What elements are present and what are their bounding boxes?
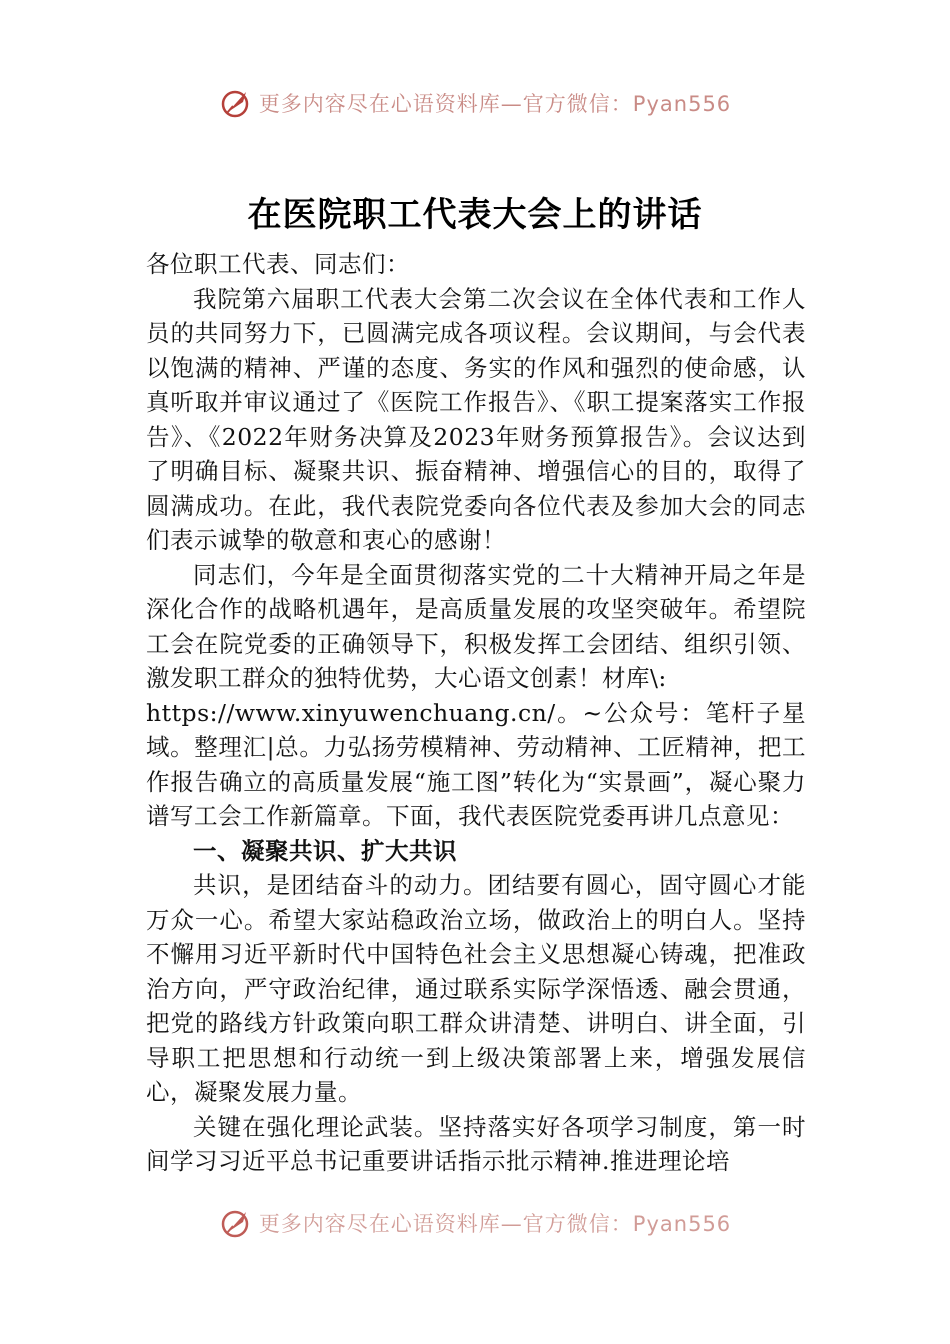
quill-logo-icon — [219, 86, 253, 120]
watermark-header — [0, 86, 950, 120]
section-paragraph-1: 共识，是团结奋斗的动力。团结要有圆心，固守圆心才能万众一心。希望大家站稳政治立场，做政治上的明白人。坚持不懈用习近平新时代中国特色社会主义思想凝心铸魂，把准政治方向，严守政治纪律，通过联系实际学深悟透、融会贯通，把党的路线方针政策向职工群众讲清楚、讲明白、讲全面，引导职工把思想和行动统一到上级决策部署上来，增强发展信心，凝聚发展力量。 — [146, 871, 806, 1106]
greeting: 各位职工代表、同志们： — [146, 250, 410, 278]
watermark-text: 更多内容尽在心语资料库—官方微信：Pyan556 — [258, 1212, 732, 1236]
watermark-text: 更多内容尽在心语资料库—官方微信：Pyan556 — [258, 92, 732, 116]
document-title: 在医院职工代表大会上的讲话 — [247, 195, 703, 235]
paragraph-1: 我院第六届职工代表大会第二次会议在全体代表和工作人员的共同努力下，已圆满完成各项议程。会议期间，与会代表以饱满的精神、严谨的态度、务实的作风和强烈的使命感，认真听取并审议通过了《医院工作报告》、《职工提案落实工作报告》、《2022年财务决算及2023年财务预算报告》。会议达到了明确目标、凝聚共识、振奋精神、增强信心的目的，取得了圆满成功。在此，我代表院党委向各位代表及参加大会的同志们表示诚挚的敬意和衷心的感谢！ — [146, 284, 806, 554]
quill-logo-icon — [219, 1206, 253, 1240]
section-paragraph-2: 关键在强化理论武装。坚持落实好各项学习制度，第一时间学习习近平总书记重要讲话指示批示精神.推进理论培 — [146, 1112, 806, 1175]
document-body — [146, 247, 806, 1179]
section-heading: 一、凝聚共识、扩大共识 — [193, 836, 457, 865]
paragraph-2: 同志们，今年是全面贯彻落实党的二十大精神开局之年是深化合作的战略机遇年，是高质量发展的攻坚突破年。希望院工会在院党委的正确领导下，积极发挥工会团结、组织引领、激发职工群众的独特优势，大心语文创素！材库\: — [146, 560, 806, 692]
watermark-footer — [0, 1206, 950, 1240]
paragraph-3: https://www.xinyuwenchuang.cn/。~公众号：笔杆子星域。整理汇|总。力弘扬劳模精神、劳动精神、工匠精神，把工作报告确立的高质量发展“施工图”转化为“实景画”，凝心聚力谱写工会工作新篇章。下面，我代表医院党委再讲几点意见： — [146, 698, 806, 830]
